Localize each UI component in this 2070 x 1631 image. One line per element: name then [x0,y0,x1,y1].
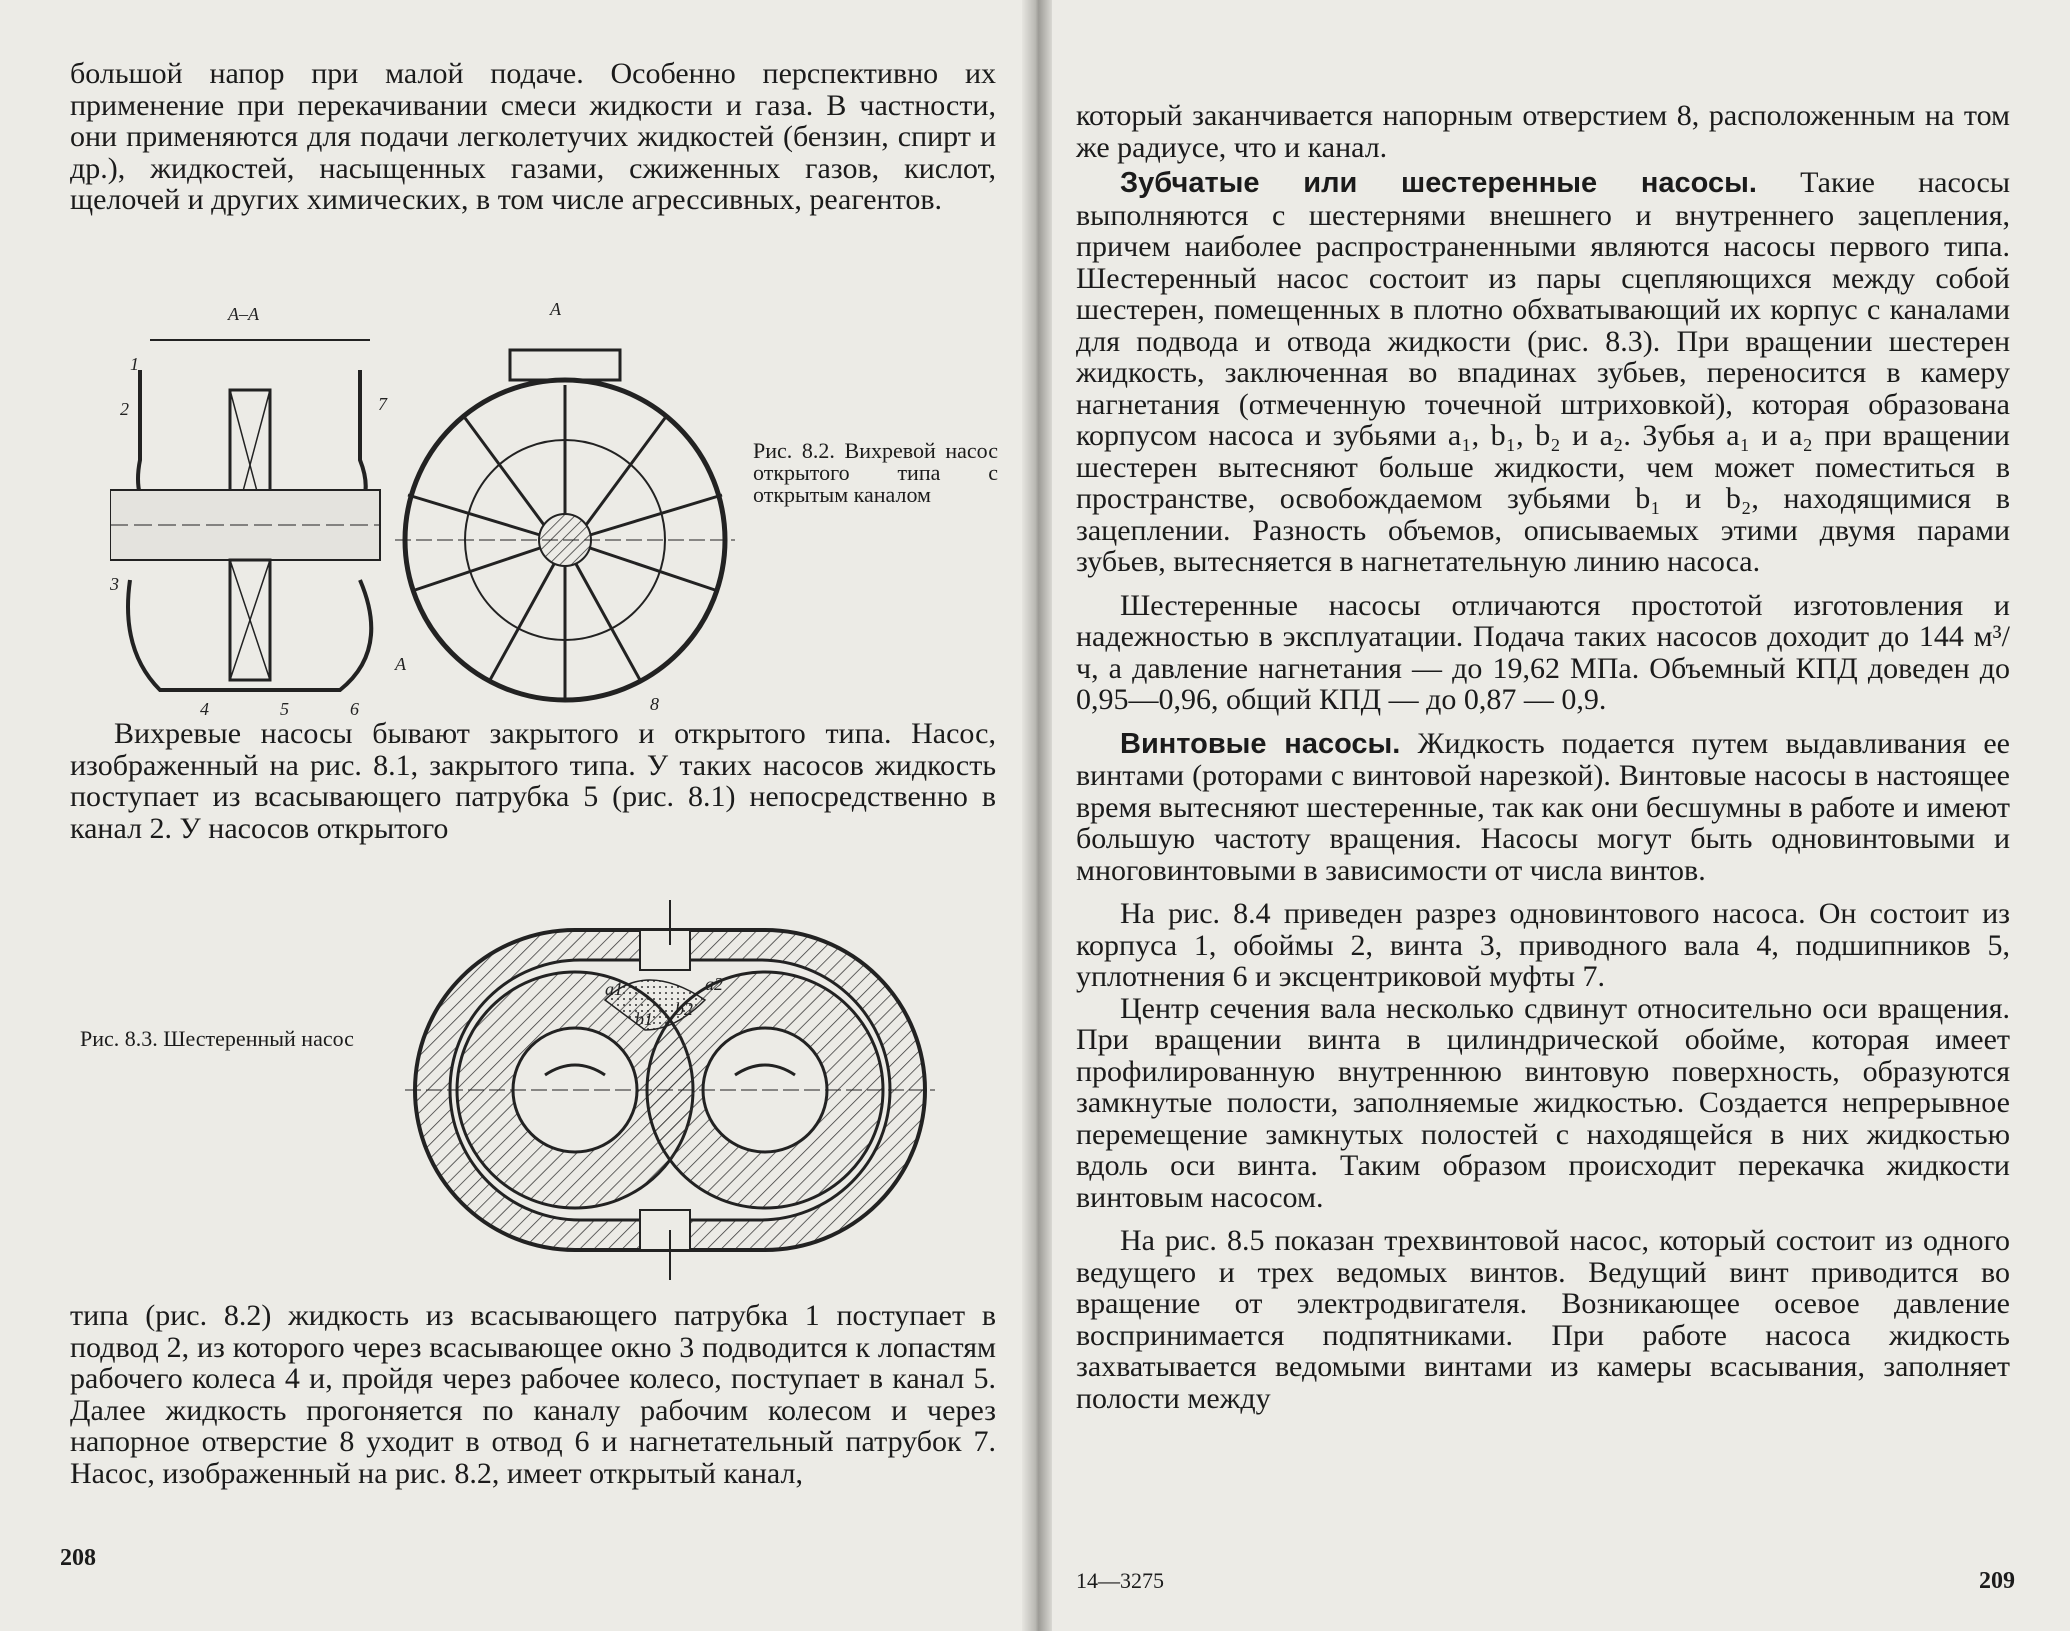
label-2: 2 [120,399,129,419]
printer-signature: 14—3275 [1076,1568,1164,1593]
figure-8-2-caption: Рис. 8.2. Вихревой насос открытого типа с открытым каналом [753,438,998,507]
label-4: 4 [200,699,209,719]
gear-pumps-performance-paragraph: Шестеренные насосы отличаются простотой изготовления и надежностью в эксплуатации. Подача таких насосов доходит до 144 м³/ч, а давление нагнетания — до 19,62 МПа. Объемный КПД доведен до 0,95—0,96, общий КПД — до 0,87 — 0,9. [1076,588,2010,716]
left-page-number: 208 [60,1545,96,1571]
tooth-label-a2: a2 [705,974,723,994]
right-page-number: 209 [1979,1568,2015,1594]
left-paragraph-top: большой напор при малой подаче. Особенно перспективно их применение при перекачивании смеси жидкости и газа. В частности, они применяются для подачи легколетучих жидкостей (бензин, спирт и др.), жидкостей, насыщенных газами, сжиженных газов, кислот, щелочей и других химических, в том числе агрессивных, реагентов. [70,57,996,216]
figure-8-3-drawing [405,900,935,1280]
three-screw-paragraph: На рис. 8.5 показан трехвинтовой насос, который состоит из одного ведущего и трех ведомых винтов. Ведущий винт приводится во вращение от электродвигателя. Возникающее осевое давление воспринимается подпятниками. При работе насоса жидкость захватывается ведомыми винтами из камеры всасывания, заполняет полости между [1076,1224,2010,1415]
single-screw-paragraph: На рис. 8.4 приведен разрез одновинтового насоса. Он состоит из корпуса 1, обоймы 2, винта 3, приводного вала 4, подшипников 5, уплотнения 6 и эксцентриковой муфты 7. [1076,897,2010,993]
gear-pumps-paragraph [1076,167,2010,578]
gear-pumps-body: Такие насосы выполняются с шестернями внешнего и внутреннего зацепления, причем наиболее распространенными являются насосы первого типа. Шестеренный насос состоит из пары сцепляющихся между собой шестерен, помещенных в плотно обхватывающий их корпус с каналами для подвода и отвода жидкости (рис. 8.3). При вращении шестерен жидкость, заключенная во впадинах зубьев, переносится в камеру нагнетания (отмеченную точечной штриховкой), которая образована корпусом насоса и зубьями a₁, b₁, b₂ и a₂. Зубья a₁ и a₂ при вращении шестерен вытесняют больше жидкости, чем может поместиться в пространстве, освобождаемом зубьями b₁ и b₂, находящимися в зацеплении. Разность объемов, описываемых этими двумя парами зубьев, вытесняется в нагнетательную линию насоса. [1076,166,2010,578]
tooth-label-a1: a1 [605,979,623,999]
screw-pumps-paragraph [1076,728,2010,887]
label-6: 6 [350,699,359,719]
screw-pumps-body: Жидкость подается путем выдавливания ее винтами (роторами с винтовой нарезкой). Винтовые насосы в настоящее время вытесняют шестеренные, так как они бесшумны в работе и имеют большую частоту вращения. Насосы могут быть одновинтовыми и многовинтовыми в зависимости от числа винтов. [1076,726,2010,887]
label-5: 5 [280,699,289,719]
gear-pumps-heading: Зубчатые или шестеренные насосы. [1120,167,1757,199]
right-paragraph-1: который заканчивается напорным отверстием 8, расположенным на том же радиусе, что и канал. [1076,99,2010,164]
figure-8-3 [405,900,935,1280]
section-mark-top: А [550,299,561,319]
section-mark-bottom: А [395,654,406,674]
left-bottom-paragraph-block [70,1300,996,1489]
tooth-label-b2: b2 [675,999,693,1019]
book-gutter [1022,0,1052,1631]
label-7: 7 [378,394,387,414]
label-8: 8 [650,694,659,714]
label-1: 1 [130,354,139,374]
shaft-center-paragraph: Центр сечения вала несколько сдвинут относительно оси вращения. При вращении винта в цилиндрической обойме, которая имеет профилированную внутреннюю винтовую поверхность, образуются замкнутые полости, заполняемые жидкостью. Создается непрерывное перемещение замкнутых полостей с находящейся в них жидкостью вдоль оси винта. Таким образом происходит перекачка жидкости винтовым насосом. [1076,991,2010,1214]
label-3: 3 [110,574,119,594]
right-text-block [1076,100,2010,1414]
tooth-label-b1: b1 [635,1009,653,1029]
left-paragraph-bottom: типа (рис. 8.2) жидкость из всасывающего патрубка 1 поступает в подвод 2, из которого через всасывающее окно 3 подводится к лопастям рабочего колеса 4 и, пройдя через рабочее колесо, поступает в канал 5. Далее жидкость прогоняется по каналу рабочим колесом и через напорное отверстие 8 уходит в отвод 6 и нагнетательный патрубок 7. Насос, изображенный на рис. 8.2, имеет открытый канал, [70,1299,996,1490]
figure-8-2-caption-box [753,440,998,506]
figure-8-3-caption-box [80,1028,400,1050]
right-page [1036,0,2070,1631]
section-label: А–А [228,304,259,324]
left-mid-paragraph-block [70,718,996,844]
left-top-paragraph-block [70,58,996,216]
figure-8-3-caption: Рис. 8.3. Шестеренный насос [80,1026,354,1051]
left-paragraph-mid: Вихревые насосы бывают закрытого и открытого типа. Насос, изображенный на рис. 8.1, закрытого типа. У таких насосов жидкость поступает из всасывающего патрубка 5 (рис. 8.1) непосредственно в канал 2. У насосов открытого [70,717,996,845]
screw-pumps-heading: Винтовые насосы. [1120,727,1401,760]
